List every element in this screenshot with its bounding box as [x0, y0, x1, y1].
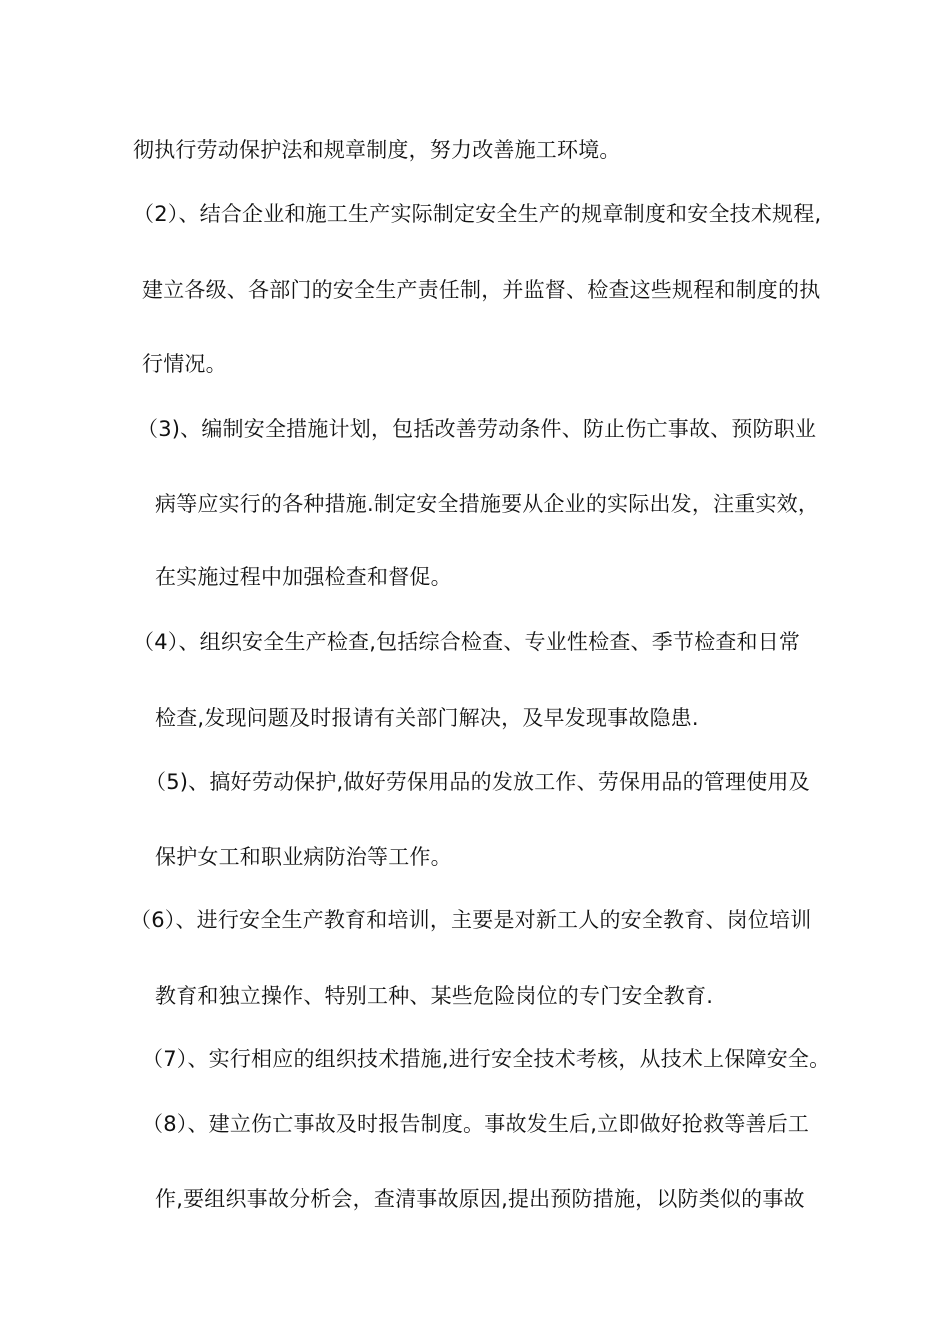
list-item-6-line-1: （6）、进行安全生产教育和培训，主要是对新工人的安全教育、岗位培训: [130, 908, 812, 932]
list-item-7-line-1: （7）、实行相应的组织技术措施,进行安全技术考核，从技术上保障安全。: [142, 1047, 831, 1071]
list-item-2-line-1: （2）、结合企业和施工生产实际制定安全生产的规章制度和安全技术规程,: [133, 202, 822, 226]
list-item-2-line-2: 建立各级、各部门的安全生产责任制，并监督、检查这些规程和制度的执: [142, 278, 821, 302]
list-item-3-line-3: 在实施过程中加强检查和督促。: [155, 565, 452, 589]
list-item-4-line-1: （4）、组织安全生产检查,包括综合检查、专业性检查、季节检查和日常: [133, 630, 801, 654]
list-item-3-line-2: 病等应实行的各种措施.制定安全措施要从企业的实际出发，注重实效，: [155, 492, 820, 516]
list-item-5-line-1: （5)、搞好劳动保护,做好劳保用品的发放工作、劳保用品的管理使用及: [145, 770, 810, 794]
list-item-2-line-3: 行情况。: [142, 352, 227, 376]
list-item-8-line-1: （8）、建立伤亡事故及时报告制度。事故发生后,立即做好抢救等善后工: [142, 1112, 810, 1136]
list-item-4-line-2: 检查,发现问题及时报请有关部门解决，及早发现事故隐患.: [155, 706, 699, 730]
list-item-8-line-2: 作,要组织事故分析会，查清事故原因,提出预防措施，以防类似的事故: [155, 1187, 805, 1211]
paragraph-line: 彻执行劳动保护法和规章制度，努力改善施工环境。: [133, 138, 621, 162]
list-item-6-line-2: 教育和独立操作、特别工种、某些危险岗位的专门安全教育.: [155, 984, 714, 1008]
list-item-3-line-1: （3)、编制安全措施计划，包括改善劳动条件、防止伤亡事故、预防职业: [137, 417, 817, 441]
list-item-5-line-2: 保护女工和职业病防治等工作。: [155, 845, 452, 869]
